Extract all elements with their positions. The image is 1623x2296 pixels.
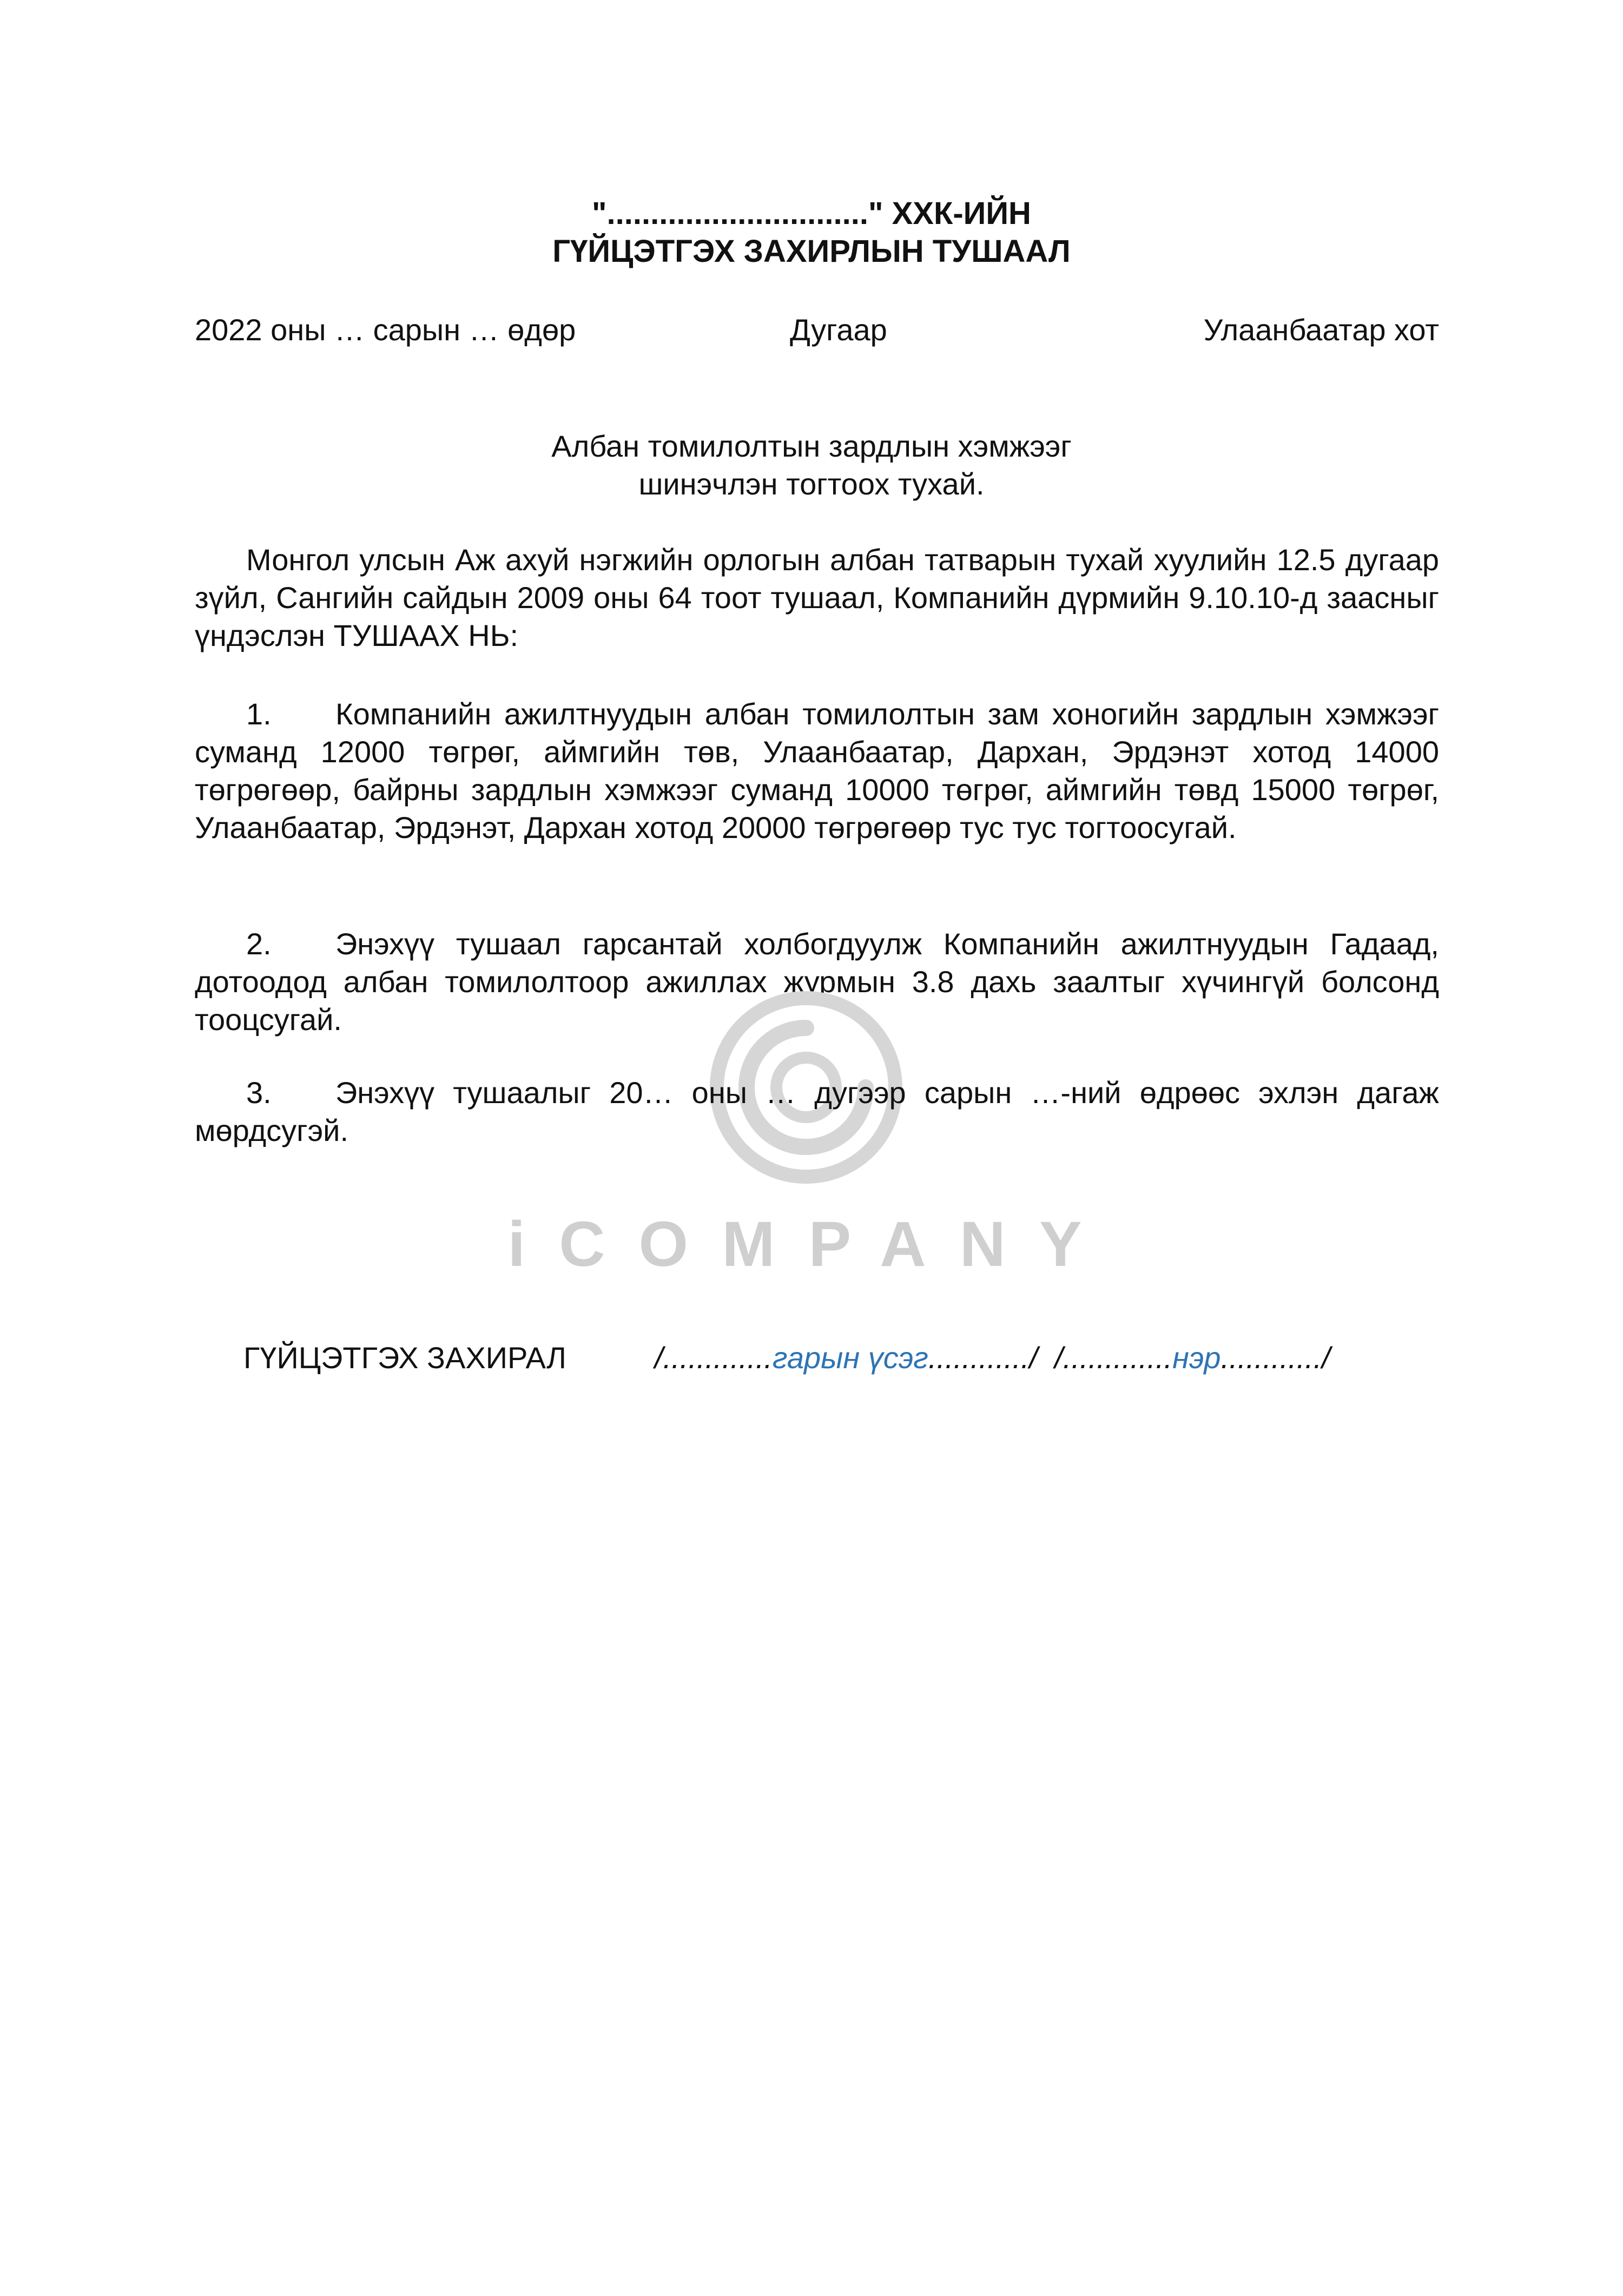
order-city: Улаанбаатар хот: [1203, 313, 1439, 347]
order-item-1: [195, 695, 1439, 847]
order-date: 2022 оны … сарын … өдөр: [195, 313, 576, 347]
company-title: ".............................." ХХК-ИЙН: [592, 196, 1031, 231]
name-suffix: ............/: [1220, 1341, 1330, 1375]
signature-field: [655, 1341, 1038, 1375]
name-field: [1054, 1341, 1330, 1375]
order-number-label: Дугаар: [790, 313, 887, 347]
order-item-number: 3.: [246, 1076, 272, 1110]
signature-label: ГҮЙЦЭТГЭХ ЗАХИРАЛ: [243, 1341, 566, 1375]
order-item-3: [195, 1074, 1439, 1150]
order-meta-row: [195, 311, 1439, 349]
intro-paragraph: Монгол улсын Аж ахуй нэгжийн орлогын албан татварын тухай хуулийн 12.5 дугаар зүйл, Сангийн сайдын 2009 оны 64 тоот тушаал, Компанийн дүрмийн 9.10.10-д заасныг үндэслэн ТУШААХ НЬ:: [195, 543, 1439, 652]
order-item-text: Энэхүү тушаал гарсантай холбогдуулж Компанийн ажилтнуудын Гадаад, дотоодод албан томилолтоор ажиллах журмын 3.8 дахь заалтыг хүчингүй болсонд тооцсугай.: [195, 927, 1439, 1037]
signature-row: [243, 1339, 1330, 1377]
order-item-number: 1.: [246, 697, 272, 731]
signature-prefix: /.............: [655, 1341, 773, 1375]
order-title: ГҮЙЦЭТГЭХ ЗАХИРЛЫН ТУШААЛ: [552, 234, 1071, 269]
order-item-text: Компанийн ажилтнуудын албан томилолтын зам хоногийн зардлын хэмжээг суманд 12000 төгрөг, аймгийн төв, Улаанбаатар, Дархан, Эрдэнэт хотод 14000 төгрөгөөр, байрны зардлын хэмжээг суманд 10000 төгрөг, аймгийн төвд 15000 төгрөг, Улаанбаатар, Эрдэнэт, Дархан хотод 20000 төгрөгөөр тус тус тогтоосугай.: [195, 697, 1439, 844]
signature-hint: гарын үсэг: [772, 1341, 928, 1375]
name-hint: нэр: [1172, 1341, 1221, 1375]
name-prefix: /.............: [1054, 1341, 1173, 1375]
order-item-number: 2.: [246, 927, 272, 961]
subject-line-1: Албан томилолтын зардлын хэмжээг: [551, 429, 1072, 463]
subject-line-2: шинэчлэн тогтоох тухай.: [638, 467, 985, 501]
order-item-text: Энэхүү тушаалыг 20… оны … дугээр сарын …-ний өдрөөс эхлэн дагаж мөрдсугэй.: [195, 1076, 1439, 1147]
signature-suffix: ............/: [928, 1341, 1038, 1375]
watermark-text: iCOMPANY: [507, 1209, 1116, 1280]
